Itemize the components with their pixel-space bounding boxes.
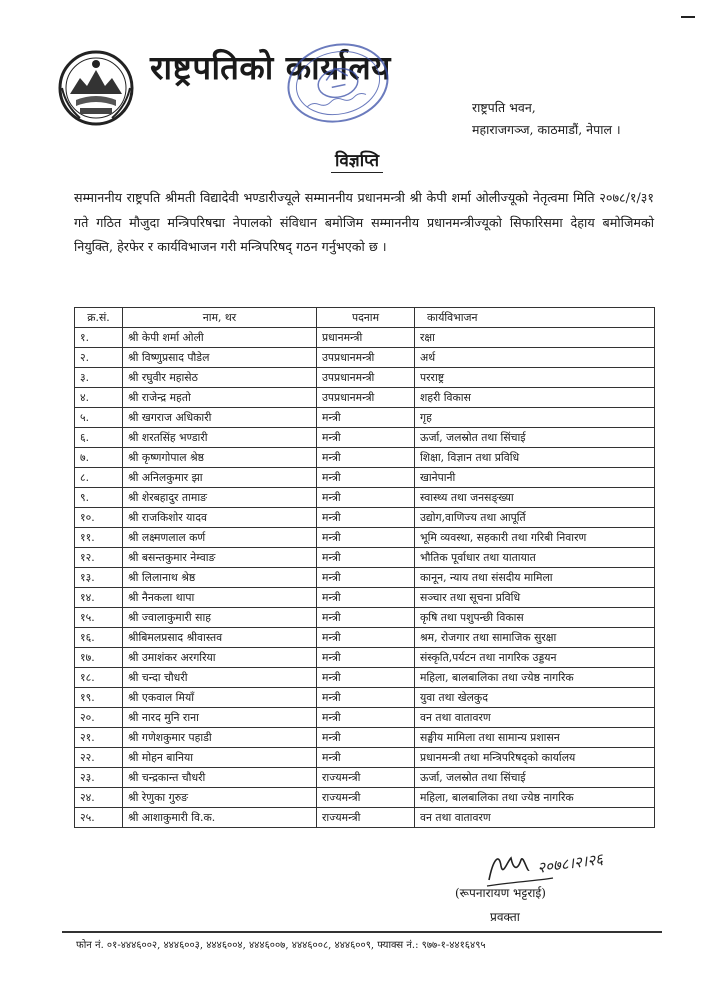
cell-sn: ७. <box>75 448 123 468</box>
footer-divider <box>62 931 662 933</box>
cell-sn: २. <box>75 348 123 368</box>
cell-post: राज्यमन्त्री <box>317 808 415 828</box>
cell-name: श्री चन्द्रकान्त चौधरी <box>123 768 317 788</box>
office-address <box>472 97 621 141</box>
cell-post: राज्यमन्त्री <box>317 788 415 808</box>
cell-name: श्री गणेशकुमार पहाडी <box>123 728 317 748</box>
signer-role: प्रवक्ता <box>490 910 520 924</box>
table-row <box>75 648 655 668</box>
table-row <box>75 388 655 408</box>
cell-post: मन्त्री <box>317 568 415 588</box>
cell-portfolio: ऊर्जा, जलस्रोत तथा सिंचाई <box>415 768 655 788</box>
cell-post: मन्त्री <box>317 528 415 548</box>
cell-sn: ९. <box>75 488 123 508</box>
office-stamp-icon <box>283 38 393 128</box>
table-row <box>75 448 655 468</box>
table-row <box>75 488 655 508</box>
cell-name: श्री मोहन बानिया <box>123 748 317 768</box>
signature-date: २०७८।२।२६ <box>536 849 605 877</box>
corner-dash <box>681 16 695 18</box>
cell-portfolio: महिला, बालबालिका तथा ज्येष्ठ नागरिक <box>415 668 655 688</box>
cell-sn: १२. <box>75 548 123 568</box>
cell-sn: १६. <box>75 628 123 648</box>
table-row <box>75 768 655 788</box>
cell-name: श्री नैनकला थापा <box>123 588 317 608</box>
cell-name: श्री राजेन्द्र महतो <box>123 388 317 408</box>
cell-portfolio: शिक्षा, विज्ञान तथा प्रविधि <box>415 448 655 468</box>
cell-name: श्रीबिमलप्रसाद श्रीवास्तव <box>123 628 317 648</box>
cell-sn: ४. <box>75 388 123 408</box>
cell-post: प्रधानमन्त्री <box>317 328 415 348</box>
table-row <box>75 548 655 568</box>
footer-contact: फोन नं. ०१-४४४६००२, ४४४६००३, ४४४६००४, ४४४६००७, ४४४६००८, ४४४६००९, फ्याक्स नं.: ९७७-१-४४१६४९५ <box>76 940 486 951</box>
cell-portfolio: खानेपानी <box>415 468 655 488</box>
cell-post: मन्त्री <box>317 588 415 608</box>
table-row <box>75 588 655 608</box>
cell-name: श्री नारद मुनि राना <box>123 708 317 728</box>
cell-sn: २५. <box>75 808 123 828</box>
cell-post: मन्त्री <box>317 468 415 488</box>
cell-portfolio: प्रधानमन्त्री तथा मन्त्रिपरिषद्को कार्यालय <box>415 748 655 768</box>
cell-name: श्री शरतसिंह भण्डारी <box>123 428 317 448</box>
cell-post: मन्त्री <box>317 748 415 768</box>
office-title: राष्ट्रपतिको कार्यालय <box>150 48 391 87</box>
table-row <box>75 508 655 528</box>
cell-sn: २३. <box>75 768 123 788</box>
cell-portfolio: ऊर्जा, जलस्रोत तथा सिंचाई <box>415 428 655 448</box>
cell-portfolio: वन तथा वातावरण <box>415 808 655 828</box>
cell-post: मन्त्री <box>317 548 415 568</box>
cell-sn: १८. <box>75 668 123 688</box>
cell-portfolio: भूमि व्यवस्था, सहकारी तथा गरिबी निवारण <box>415 528 655 548</box>
cell-sn: ३. <box>75 368 123 388</box>
header-portfolio: कार्यविभाजन <box>415 308 655 328</box>
cell-post: मन्त्री <box>317 668 415 688</box>
cell-portfolio: रक्षा <box>415 328 655 348</box>
cell-portfolio: अर्थ <box>415 348 655 368</box>
cell-name: श्री अनिलकुमार झा <box>123 468 317 488</box>
cell-sn: ५. <box>75 408 123 428</box>
header-name: नाम, थर <box>123 308 317 328</box>
cell-portfolio: संस्कृति,पर्यटन तथा नागरिक उड्डयन <box>415 648 655 668</box>
cell-sn: २२. <box>75 748 123 768</box>
cell-portfolio: परराष्ट्र <box>415 368 655 388</box>
table-row <box>75 608 655 628</box>
table-row <box>75 528 655 548</box>
table-row <box>75 328 655 348</box>
cell-portfolio: कृषि तथा पशुपन्छी विकास <box>415 608 655 628</box>
cell-name: श्री रघुवीर महासेठ <box>123 368 317 388</box>
table-row <box>75 428 655 448</box>
cell-portfolio: उद्योग,वाणिज्य तथा आपूर्ति <box>415 508 655 528</box>
cell-post: उपप्रधानमन्त्री <box>317 368 415 388</box>
table-row <box>75 668 655 688</box>
cell-sn: १७. <box>75 648 123 668</box>
cell-name: श्री लिलानाथ श्रेष्ठ <box>123 568 317 588</box>
cell-portfolio: युवा तथा खेलकुद <box>415 688 655 708</box>
cell-sn: १९. <box>75 688 123 708</box>
cell-post: मन्त्री <box>317 608 415 628</box>
cell-portfolio: कानून, न्याय तथा संसदीय मामिला <box>415 568 655 588</box>
table-body <box>75 328 655 828</box>
table-row <box>75 688 655 708</box>
cell-portfolio: सङ्घीय मामिला तथा सामान्य प्रशासन <box>415 728 655 748</box>
table-row <box>75 708 655 728</box>
cell-post: राज्यमन्त्री <box>317 768 415 788</box>
cell-sn: २०. <box>75 708 123 728</box>
cell-portfolio: गृह <box>415 408 655 428</box>
cell-name: श्री आशाकुमारी वि.क. <box>123 808 317 828</box>
cell-post: मन्त्री <box>317 728 415 748</box>
nepal-emblem-icon <box>56 48 136 128</box>
cell-portfolio: महिला, बालबालिका तथा ज्येष्ठ नागरिक <box>415 788 655 808</box>
header-sn: क्र.सं. <box>75 308 123 328</box>
cell-sn: २४. <box>75 788 123 808</box>
cell-post: मन्त्री <box>317 408 415 428</box>
notice-body <box>74 186 654 260</box>
table-row <box>75 728 655 748</box>
cell-post: मन्त्री <box>317 708 415 728</box>
cabinet-table <box>74 307 655 828</box>
cell-post: उपप्रधानमन्त्री <box>317 388 415 408</box>
table-row <box>75 348 655 368</box>
cell-name: श्री राजकिशोर यादव <box>123 508 317 528</box>
table-row <box>75 468 655 488</box>
cell-portfolio: भौतिक पूर्वाधार तथा यातायात <box>415 548 655 568</box>
cell-post: मन्त्री <box>317 508 415 528</box>
cell-sn: ६. <box>75 428 123 448</box>
cell-name: श्री रेणुका गुरुङ <box>123 788 317 808</box>
signer-name: (रूपनारायण भट्टराई) <box>455 886 546 900</box>
notice-title <box>0 148 714 171</box>
address-line-2: महाराजगञ्ज, काठमाडौं, नेपाल । <box>472 122 621 137</box>
cell-name: श्री शेरबहादुर तामाङ <box>123 488 317 508</box>
cell-post: मन्त्री <box>317 428 415 448</box>
table-row <box>75 368 655 388</box>
table-row <box>75 568 655 588</box>
header-post: पदनाम <box>317 308 415 328</box>
cell-portfolio: शहरी विकास <box>415 388 655 408</box>
cell-portfolio: सञ्चार तथा सूचना प्रविधि <box>415 588 655 608</box>
cell-sn: १०. <box>75 508 123 528</box>
cell-sn: १३. <box>75 568 123 588</box>
table-row <box>75 748 655 768</box>
table-row <box>75 788 655 808</box>
cell-post: मन्त्री <box>317 628 415 648</box>
cell-name: श्री उमाशंकर अरगरिया <box>123 648 317 668</box>
table-row <box>75 408 655 428</box>
cell-name: श्री खगराज अधिकारी <box>123 408 317 428</box>
cell-sn: १५. <box>75 608 123 628</box>
cell-post: मन्त्री <box>317 448 415 468</box>
cell-sn: १. <box>75 328 123 348</box>
cell-name: श्री बसन्तकुमार नेम्वाङ <box>123 548 317 568</box>
cell-portfolio: श्रम, रोजगार तथा सामाजिक सुरक्षा <box>415 628 655 648</box>
cell-name: श्री एकवाल मियाँ <box>123 688 317 708</box>
cell-post: उपप्रधानमन्त्री <box>317 348 415 368</box>
cell-name: श्री कृष्णगोपाल श्रेष्ठ <box>123 448 317 468</box>
address-line-1: राष्ट्रपति भवन, <box>472 100 536 115</box>
cell-name: श्री विष्णुप्रसाद पौडेल <box>123 348 317 368</box>
cell-post: मन्त्री <box>317 648 415 668</box>
cell-name: श्री चन्दा चौधरी <box>123 668 317 688</box>
notice-body-paragraph: सम्माननीय राष्ट्रपति श्रीमती विद्यादेवी भण्डारीज्यूले सम्माननीय प्रधानमन्त्री श्री केपी शर्मा ओलीज्यूको नेतृत्वमा मिति २०७८/१/३१ गते गठित मौजुदा मन्त्रिपरिषद्मा नेपालको संविधान बमोजिम सम्माननीय प्रधानमन्त्रीज्यूको सिफारिसमा देहाय बमोजिमको नियुक्ति, हेरफेर र कार्यविभाजन गरी मन्त्रिपरिषद् गठन गर्नुभएको छ । <box>74 190 654 254</box>
cell-sn: ८. <box>75 468 123 488</box>
cell-portfolio: स्वास्थ्य तथा जनसङ्ख्या <box>415 488 655 508</box>
cell-post: मन्त्री <box>317 488 415 508</box>
cell-name: श्री केपी शर्मा ओली <box>123 328 317 348</box>
table-row <box>75 808 655 828</box>
cell-name: श्री लक्ष्मणलाल कर्ण <box>123 528 317 548</box>
notice-title-text: विज्ञप्ति <box>331 151 383 173</box>
cell-portfolio: वन तथा वातावरण <box>415 708 655 728</box>
table-row <box>75 628 655 648</box>
cell-post: मन्त्री <box>317 688 415 708</box>
cell-name: श्री ज्वालाकुमारी साह <box>123 608 317 628</box>
cell-sn: १४. <box>75 588 123 608</box>
cell-sn: २१. <box>75 728 123 748</box>
table-header-row <box>75 308 655 328</box>
cell-sn: ११. <box>75 528 123 548</box>
